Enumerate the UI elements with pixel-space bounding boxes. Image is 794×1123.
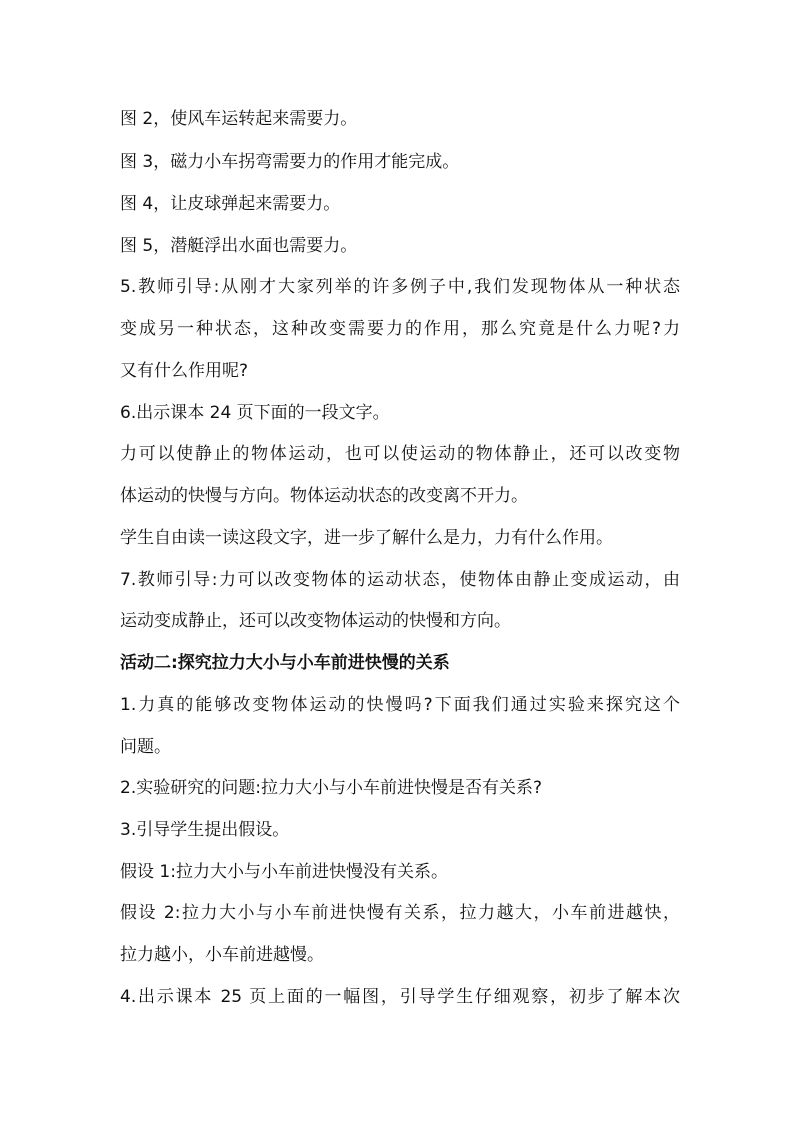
text-line: 学生自由读一读这段文字，进一步了解什么是力，力有什么作用。 xyxy=(120,528,613,548)
text-line: 7.教师引导:力可以改变物体的运动状态，使物体由静止变成运动，由 xyxy=(120,570,680,590)
text-line: 拉力越小，小车前进越慢。 xyxy=(120,945,324,965)
text-line: 图 5，潜艇浮出水面也需要力。 xyxy=(120,236,358,256)
text-line: 假设 1:拉力大小与小车前进快慢没有关系。 xyxy=(120,862,448,882)
text-line: 又有什么作用呢? xyxy=(120,361,249,381)
text-line: 假设 2:拉力大小与小车前进快慢有关系，拉力越大，小车前进越快， xyxy=(120,903,680,923)
text-line: 5.教师引导:从刚才大家列举的许多例子中,我们发现物体从一种状态 xyxy=(120,277,680,297)
section-heading: 活动二:探究拉力大小与小车前进快慢的关系 xyxy=(120,653,450,673)
text-line: 变成另一种状态，这种改变需要力的作用，那么究竟是什么力呢?力 xyxy=(120,319,680,339)
text-line: 2.实验研究的问题:拉力大小与小车前进快慢是否有关系? xyxy=(120,778,542,798)
text-line: 3.引导学生提出假设。 xyxy=(120,820,290,840)
text-line: 图 4，让皮球弹起来需要力。 xyxy=(120,194,341,214)
text-line: 1.力真的能够改变物体运动的快慢吗?下面我们通过实验来探究这个 xyxy=(120,695,680,715)
text-line: 6.出示课本 24 页下面的一段文字。 xyxy=(120,403,390,423)
text-line: 力可以使静止的物体运动，也可以使运动的物体静止，还可以改变物 xyxy=(120,444,680,464)
text-line: 运动变成静止，还可以改变物体运动的快慢和方向。 xyxy=(120,611,511,631)
text-line: 体运动的快慢与方向。物体运动状态的改变离不开力。 xyxy=(120,486,528,506)
text-line: 图 3，磁力小车拐弯需要力的作用才能完成。 xyxy=(120,152,460,172)
text-line: 4.出示课本 25 页上面的一幅图，引导学生仔细观察，初步了解本次 xyxy=(120,987,680,1007)
text-line: 问题。 xyxy=(120,737,171,757)
text-line: 图 2，使风车运转起来需要力。 xyxy=(120,109,358,129)
